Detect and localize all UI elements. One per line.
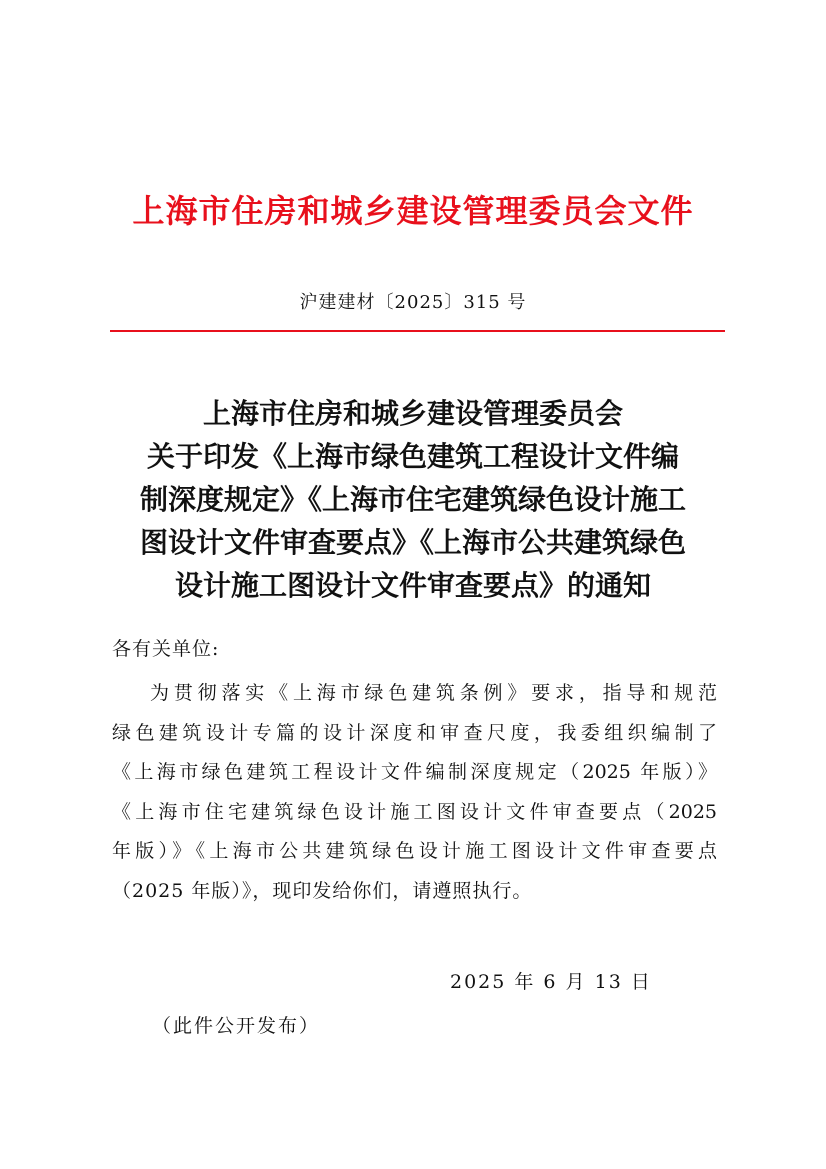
title-line: 图设计文件审查要点》《上海市公共建筑绿色 — [139, 526, 686, 559]
salutation: 各有关单位: — [112, 638, 220, 660]
body-line: 绿色建筑设计专篇的设计深度和审查尺度，我委组织编制了 — [112, 721, 717, 744]
notice-title — [105, 392, 721, 607]
title-line: 关于印发《上海市绿色建筑工程设计文件编 — [146, 440, 679, 473]
title-line: 设计施工图设计文件审查要点》的通知 — [174, 569, 651, 602]
document-number: 沪建建材〔2025〕315 号 — [299, 292, 527, 313]
body-line: 年版）》《上海市公共建筑绿色设计施工图设计文件审查要点 — [112, 840, 717, 862]
red-divider-line — [110, 330, 725, 332]
body-line: （2025 年版）》，现印发给你们，请遵照执行。 — [112, 879, 533, 902]
title-line: 制深度规定》《上海市住宅建筑绿色设计施工 — [139, 483, 686, 516]
body-line: 为贯彻落实《上海市绿色建筑条例》要求，指导和规范 — [150, 682, 717, 704]
body-paragraph — [112, 674, 717, 911]
publication-note: （此件公开发布） — [152, 1015, 321, 1037]
title-line: 上海市住房和城乡建设管理委员会 — [202, 397, 623, 430]
issuer-header: 上海市住房和城乡建设管理委员会文件 — [132, 192, 694, 230]
body-line: 《上海市住宅建筑绿色设计施工图设计文件审查要点（2025 — [112, 800, 717, 823]
issue-date: 2025 年 6 月 13 日 — [450, 971, 652, 993]
body-line: 《上海市绿色建筑工程设计文件编制深度规定（2025 年版）》 — [112, 761, 717, 783]
